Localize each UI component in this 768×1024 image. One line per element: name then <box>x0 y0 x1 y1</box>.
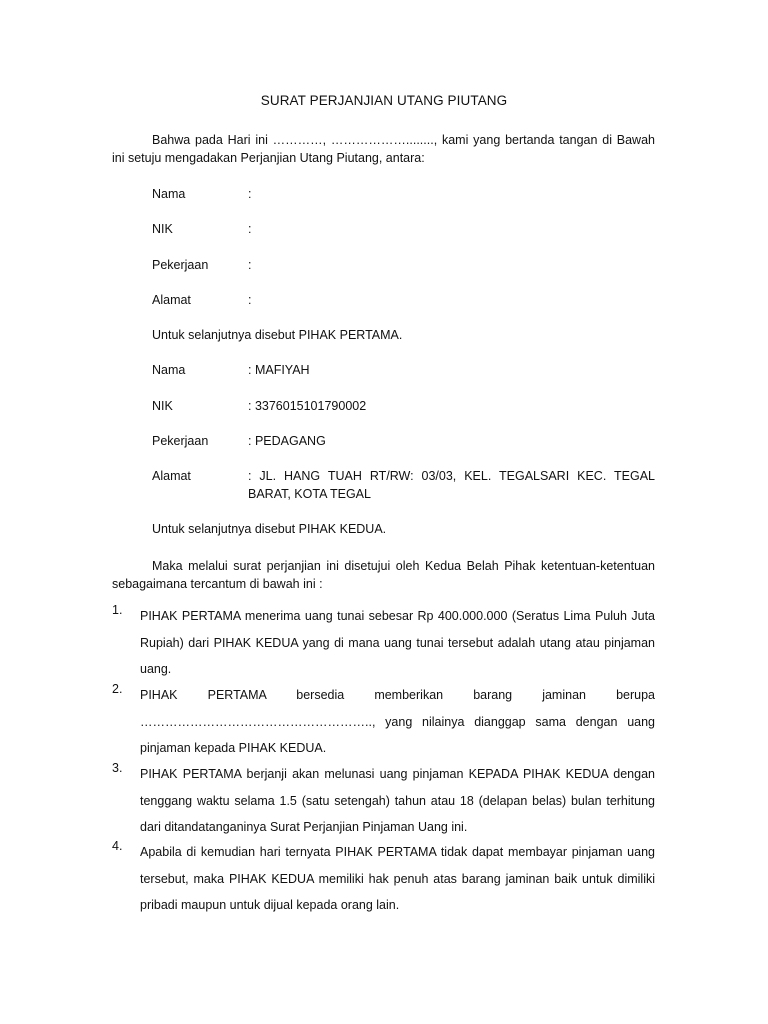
pihak-pertama-note: Untuk selanjutnya disebut PIHAK PERTAMA. <box>152 328 403 342</box>
field-label: Alamat <box>152 293 191 307</box>
document-title: SURAT PERJANJIAN UTANG PIUTANG <box>260 93 508 108</box>
intro-paragraph: Bahwa pada Hari ini …………, ………………........, kami yang bertanda tangan di Bawah ini setuju mengadakan Perjanjian Utang Piutang, antara: <box>112 133 655 165</box>
field-value: : <box>248 293 252 307</box>
field-label: Nama <box>152 187 186 201</box>
item-number: 2. <box>112 682 123 696</box>
field-value: : 3376015101790002 <box>248 399 367 413</box>
item-text: PIHAK PERTAMA menerima uang tunai sebesar Rp 400.000.000 (Seratus Lima Puluh Juta Rupiah) dari PIHAK KEDUA yang di mana uang tunai tersebut adalah utang atau pinjaman uang. <box>140 609 655 676</box>
field-value: : MAFIYAH <box>248 363 310 377</box>
ketentuan-intro: Maka melalui surat perjanjian ini disetujui oleh Kedua Belah Pihak ketentuan-ketentuan sebagaimana tercantum di bawah ini : <box>112 559 655 591</box>
field-label: Nama <box>152 363 186 377</box>
field-label: Pekerjaan <box>152 258 209 272</box>
item-number: 4. <box>112 839 123 853</box>
pihak-kedua-note: Untuk selanjutnya disebut PIHAK KEDUA. <box>152 522 387 536</box>
field-value: : <box>248 222 252 236</box>
field-label: Alamat <box>152 469 191 483</box>
item-number: 1. <box>112 603 123 617</box>
field-value: : <box>248 258 252 272</box>
field-label: Pekerjaan <box>152 434 209 448</box>
item-text: Apabila di kemudian hari ternyata PIHAK PERTAMA tidak dapat membayar pinjaman uang tersebut, maka PIHAK KEDUA memiliki hak penuh atas barang jaminan baik untuk dimiliki pribadi maupun untuk dijual kepada orang lain. <box>140 845 655 912</box>
item-text: PIHAK PERTAMA bersedia memberikan barang jaminan berupa ……………………………………………….., yang nilainya dianggap sama dengan uang pinjaman kepada PIHAK KEDUA. <box>140 688 655 755</box>
field-label: NIK <box>152 222 173 236</box>
item-text: PIHAK PERTAMA berjanji akan melunasi uang pinjaman KEPADA PIHAK KEDUA dengan tenggang waktu selama 1.5 (satu setengah) tahun atau 18 (delapan belas) bulan terhitung dari ditandatanganinya Surat Perjanjian Pinjaman Uang ini. <box>140 767 655 834</box>
field-value: : JL. HANG TUAH RT/RW: 03/03, KEL. TEGALSARI KEC. TEGAL BARAT, KOTA TEGAL <box>248 469 655 501</box>
field-value: : PEDAGANG <box>248 434 326 448</box>
field-label: NIK <box>152 399 173 413</box>
field-value: : <box>248 187 252 201</box>
item-number: 3. <box>112 761 123 775</box>
